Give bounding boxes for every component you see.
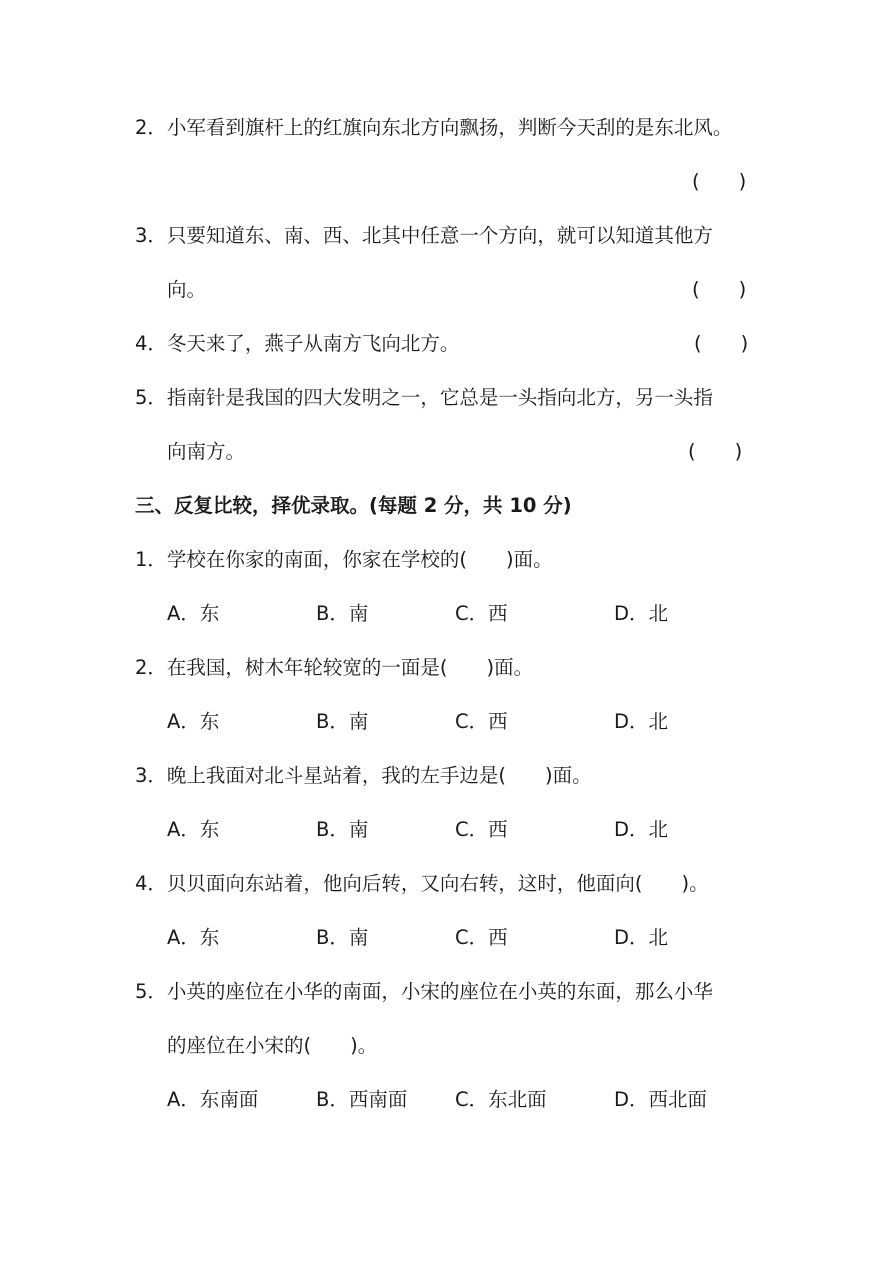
judgment-q5-text-line1: 5．指南针是我国的四大发明之一，它总是一头指向北方，另一头指 (135, 386, 713, 409)
choice-q4-text: 4．贝贝面向东站着，他向后转，又向右转，这时，他面向( )。 (135, 872, 709, 895)
judgment-q3-text-line1: 3．只要知道东、南、西、北其中任意一个方向，就可以知道其他方 (135, 224, 713, 247)
judgment-q4-answer-blank: ( ) (694, 332, 749, 355)
choice-q1-option-c: C．西 (455, 602, 508, 625)
judgment-q5-answer-blank: ( ) (688, 440, 743, 463)
choice-q5-text-line2: 的座位在小宋的( )。 (167, 1034, 378, 1057)
choice-q5-text-line1: 5．小英的座位在小华的南面，小宋的座位在小英的东面，那么小华 (135, 980, 713, 1003)
judgment-q2-text: 2．小军看到旗杆上的红旗向东北方向飘扬，判断今天刮的是东北风。 (135, 116, 733, 139)
choice-q3-option-c: C．西 (455, 818, 508, 841)
choice-q1-option-d: D．北 (614, 602, 669, 625)
choice-q3-option-b: B．南 (316, 818, 369, 841)
judgment-q3-answer-blank: ( ) (692, 278, 747, 301)
choice-q4-option-c: C．西 (455, 926, 508, 949)
choice-q3-option-d: D．北 (614, 818, 669, 841)
judgment-q2-answer-blank: ( ) (692, 170, 747, 193)
choice-q5-option-d: D．西北面 (614, 1088, 708, 1111)
choice-q4-option-a: A．东 (167, 926, 220, 949)
section-3-heading: 三、反复比较，择优录取。(每题 2 分，共 10 分) (135, 494, 572, 517)
choice-q1-option-a: A．东 (167, 602, 220, 625)
choice-q4-option-b: B．南 (316, 926, 369, 949)
choice-q2-text: 2．在我国，树木年轮较宽的一面是( )面。 (135, 656, 534, 679)
choice-q2-option-c: C．西 (455, 710, 508, 733)
choice-q5-option-a: A．东南面 (167, 1088, 259, 1111)
choice-q2-option-d: D．北 (614, 710, 669, 733)
choice-q5-option-b: B．西南面 (316, 1088, 408, 1111)
judgment-q5-text-line2: 向南方。 (167, 440, 246, 463)
judgment-q4-text: 4．冬天来了，燕子从南方飞向北方。 (135, 332, 460, 355)
choice-q1-text: 1．学校在你家的南面，你家在学校的( )面。 (135, 548, 553, 571)
judgment-q3-text-line2: 向。 (167, 278, 207, 301)
choice-q1-option-b: B．南 (316, 602, 369, 625)
choice-q2-option-b: B．南 (316, 710, 369, 733)
choice-q5-option-c: C．东北面 (455, 1088, 547, 1111)
choice-q4-option-d: D．北 (614, 926, 669, 949)
choice-q3-option-a: A．东 (167, 818, 220, 841)
choice-q3-text: 3．晚上我面对北斗星站着，我的左手边是( )面。 (135, 764, 592, 787)
choice-q2-option-a: A．东 (167, 710, 220, 733)
